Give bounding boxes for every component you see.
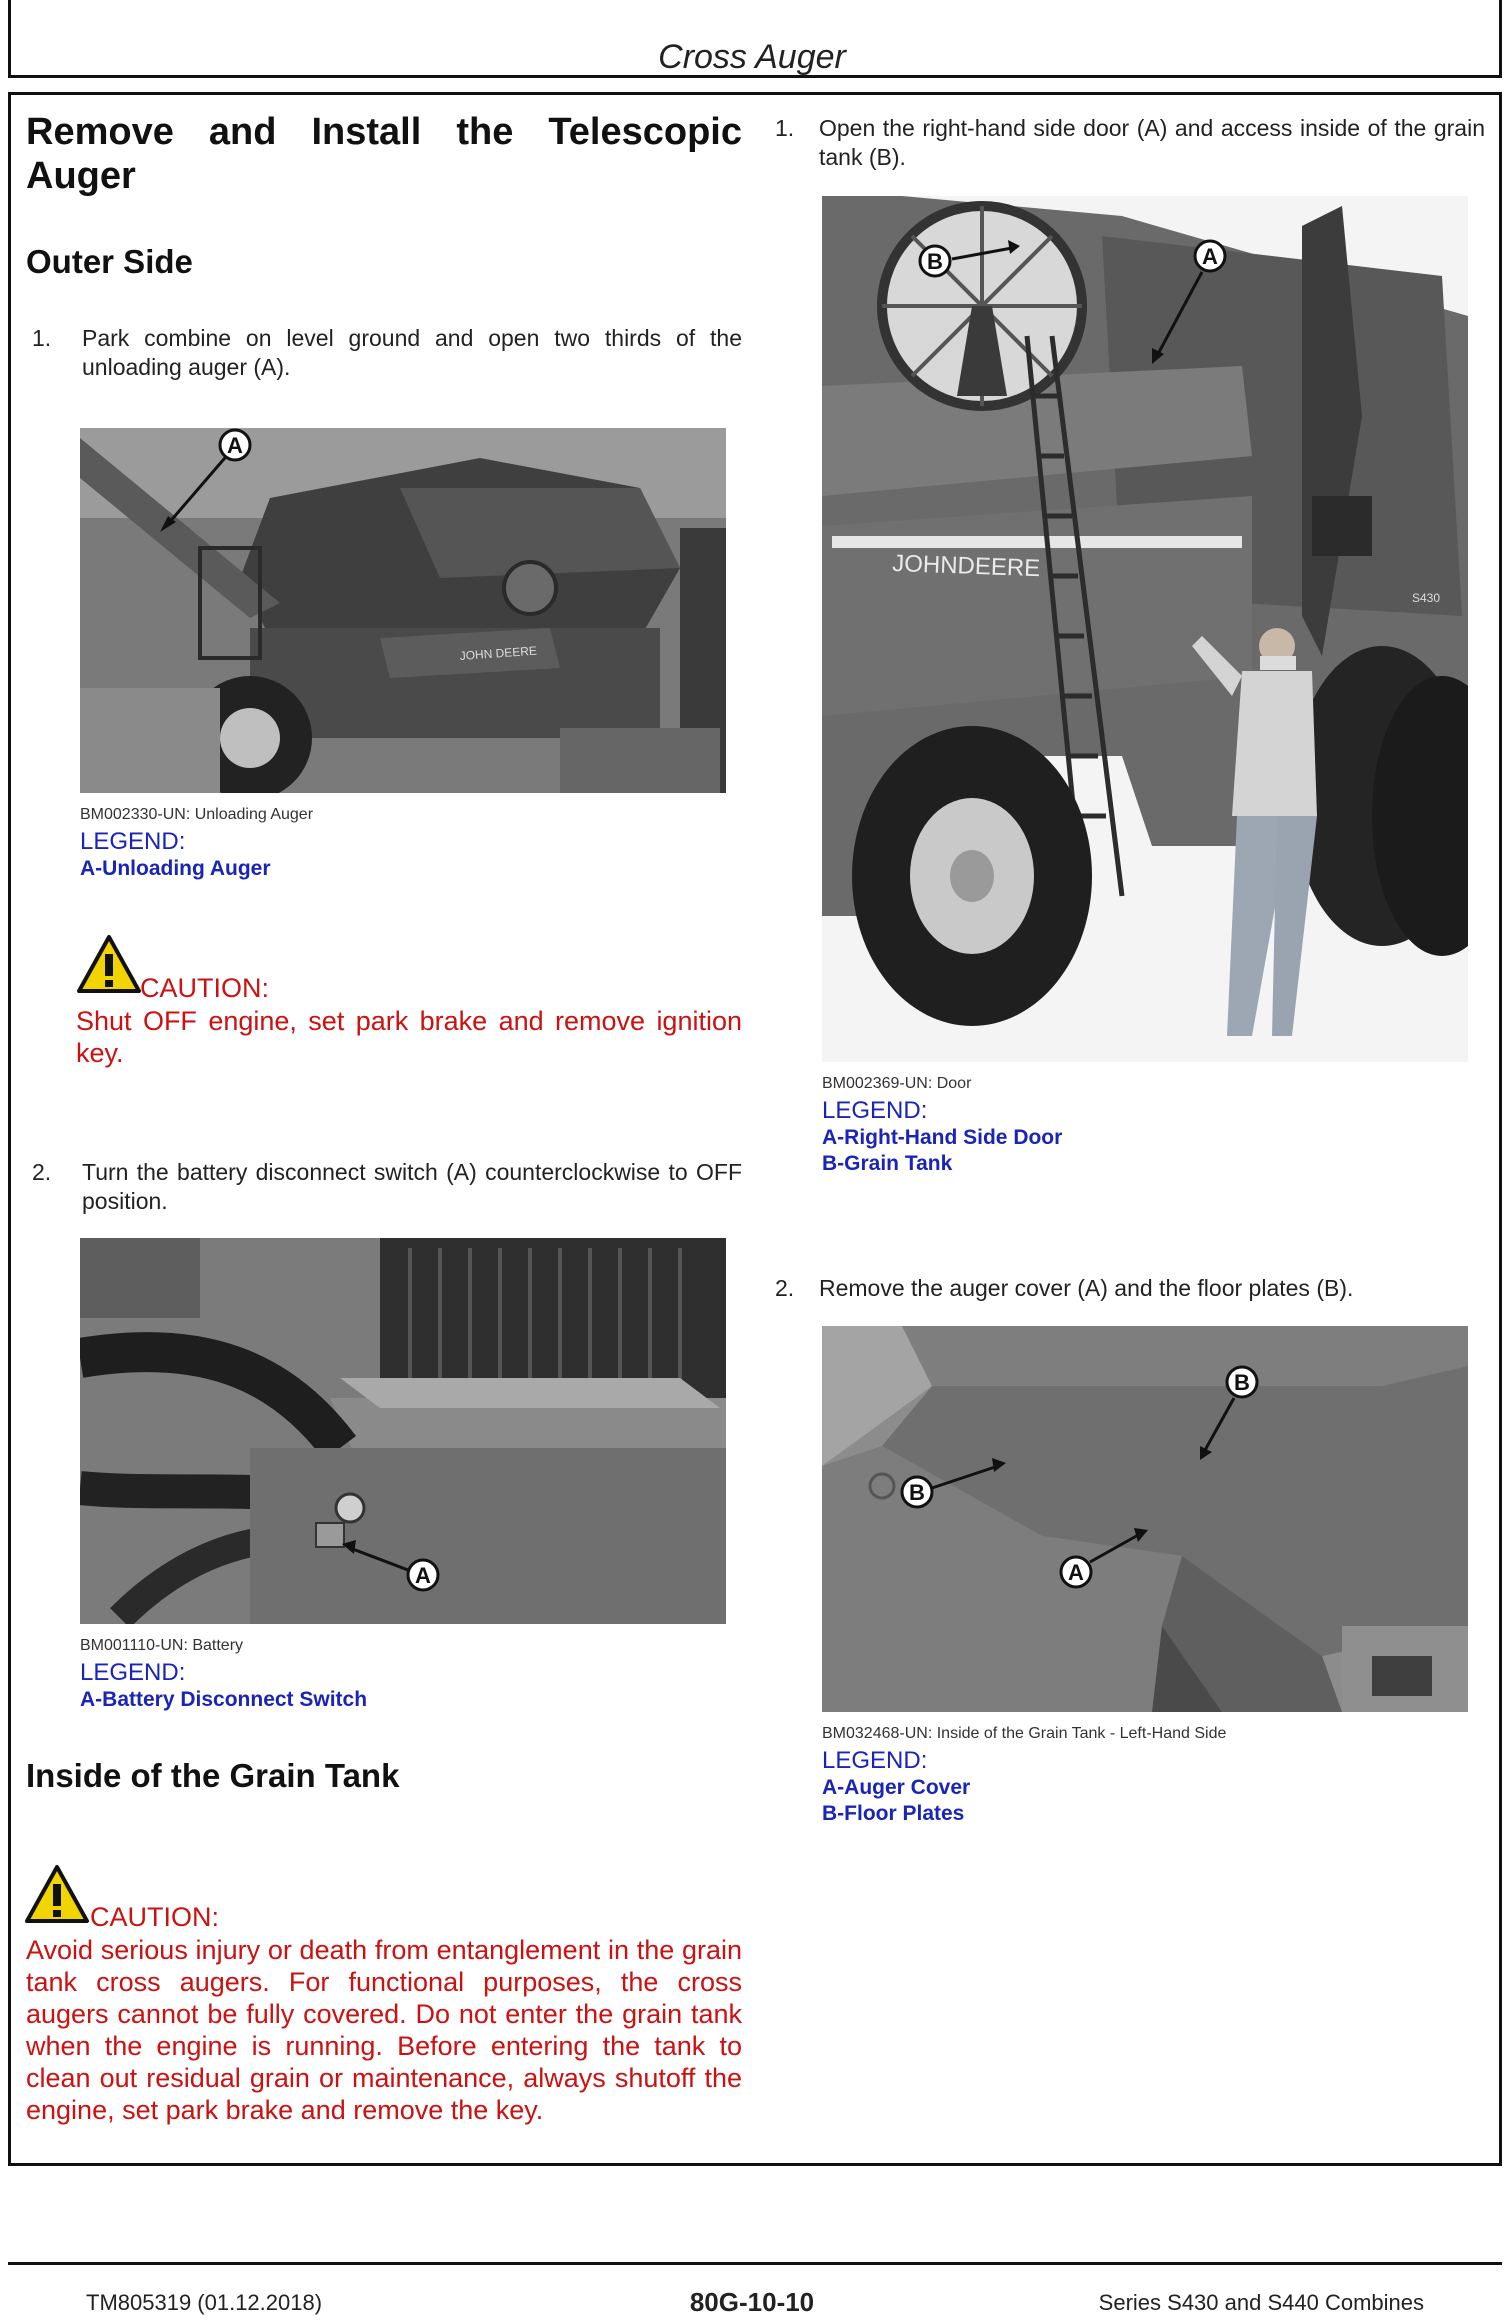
legend-title: LEGEND:	[822, 1097, 928, 1124]
battery-photo	[80, 1238, 726, 1624]
warning-triangle-icon	[76, 934, 142, 994]
step-2-outer	[32, 1158, 742, 1216]
step-text: Open the right-hand side door (A) and access inside of the grain tank (B).	[819, 115, 1485, 170]
figure-caption: BM002369-UN: Door	[822, 1075, 972, 1092]
unloading-auger-photo	[80, 428, 726, 793]
subheading-inside-grain-tank: Inside of the Grain Tank	[26, 1757, 400, 1794]
step-1-inside	[775, 114, 1485, 172]
figure-caption: BM032468-UN: Inside of the Grain Tank - Left-Hand Side	[822, 1725, 1227, 1742]
legend-title: LEGEND:	[822, 1747, 928, 1774]
footer-page-number: 80G-10-10	[689, 2287, 815, 2317]
footer-document-id: TM805319 (01.12.2018)	[86, 2290, 323, 2315]
callout-b: B	[927, 249, 943, 274]
page-header-title: Cross Auger	[658, 38, 846, 76]
footer-series: Series S430 and S440 Combines	[1098, 2290, 1424, 2315]
legend-item: A-Right-Hand Side Door	[822, 1126, 1063, 1149]
legend-item: A-Battery Disconnect Switch	[80, 1688, 368, 1711]
door-photo	[822, 196, 1468, 1062]
footer-rule	[8, 2262, 1502, 2265]
figure-caption: BM001110-UN: Battery	[80, 1637, 244, 1654]
caution-title: CAUTION:	[140, 973, 270, 1003]
legend-item: A-Unloading Auger	[80, 857, 271, 880]
legend-item: A-Auger Cover	[822, 1776, 971, 1799]
legend-item: B-Grain Tank	[822, 1152, 953, 1175]
step-number: 1.	[775, 115, 795, 141]
step-text: Remove the auger cover (A) and the floor plates (B).	[819, 1275, 1354, 1301]
legend-title: LEGEND:	[80, 1659, 186, 1686]
subheading-outer-side: Outer Side	[26, 243, 193, 280]
step-number: 2.	[775, 1275, 795, 1301]
model-text: S430	[1412, 591, 1441, 605]
grain-tank-photo	[822, 1326, 1468, 1712]
brand-text: JOHN DEERE	[459, 643, 538, 663]
step-1-outer	[32, 324, 742, 382]
step-number: 1.	[32, 325, 52, 351]
section-heading: Remove and Install the Telescopic Auger	[26, 111, 742, 197]
callout-b-right: B	[1234, 1370, 1250, 1395]
figure-caption: BM002330-UN: Unloading Auger	[80, 806, 314, 823]
warning-triangle-icon	[24, 1864, 90, 1924]
callout-b-left: B	[909, 1480, 925, 1505]
legend-item: B-Floor Plates	[822, 1802, 965, 1825]
caution-text: Shut OFF engine, set park brake and remove ignition key.	[76, 1006, 742, 1068]
step-text: Turn the battery disconnect switch (A) counterclockwise to OFF position.	[82, 1159, 742, 1214]
callout-a: A	[227, 433, 243, 458]
caution-text: Avoid serious injury or death from entanglement in the grain tank cross augers. For functional purposes, the cross augers cannot be fully covered. Do not enter the grain tank when the engine is running. Before entering the tank to clean out residual grain or maintenance, always shutoff the engine, set park brake and remove the key.	[26, 1935, 742, 2125]
caution-title: CAUTION:	[90, 1902, 220, 1932]
callout-a: A	[1068, 1560, 1084, 1585]
step-2-inside	[775, 1274, 1485, 1303]
brand-text: JOHNDEERE	[891, 550, 1041, 583]
callout-a: A	[415, 1563, 431, 1588]
callout-a: A	[1202, 244, 1218, 269]
step-text: Park combine on level ground and open two thirds of the unloading auger (A).	[82, 325, 742, 380]
legend-title: LEGEND:	[80, 828, 186, 855]
step-number: 2.	[32, 1159, 52, 1185]
